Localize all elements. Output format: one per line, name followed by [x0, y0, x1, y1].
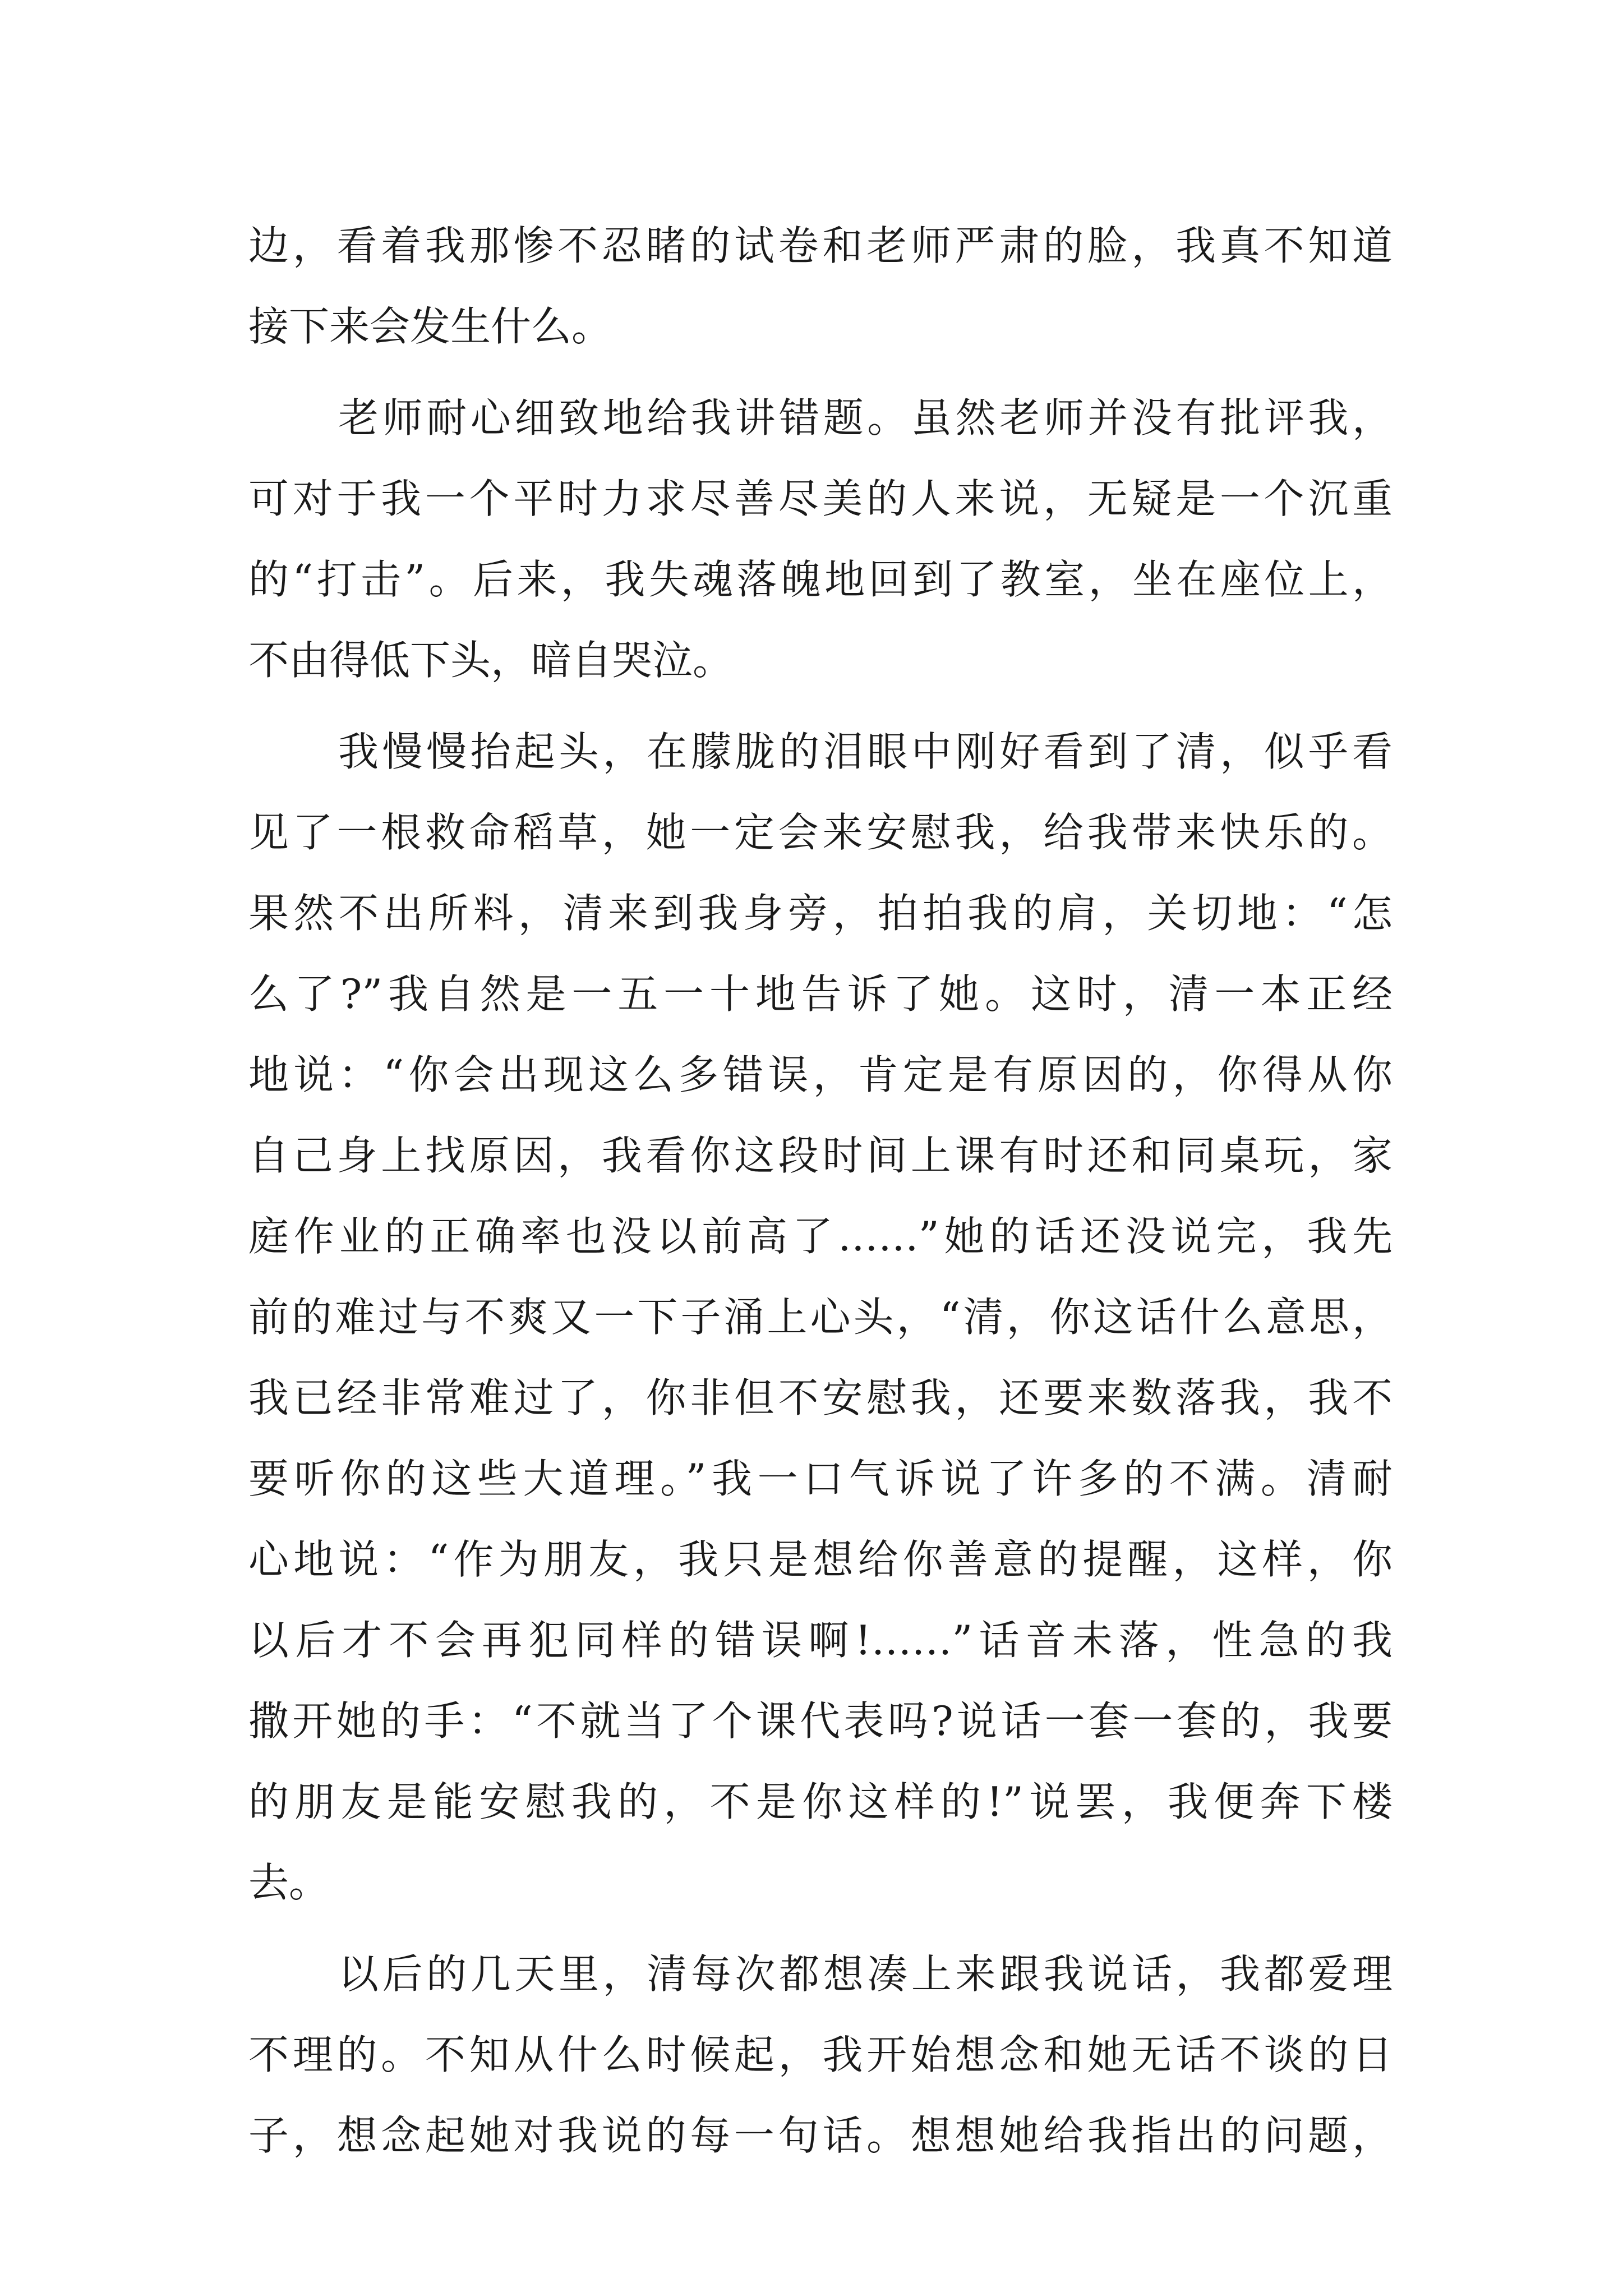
text-line: 要听你的这些大道理。”我一口气诉说了许多的不满。清耐 [248, 1455, 1393, 1502]
text-line: 边，看着我那惨不忍睹的试卷和老师严肃的脸，我真不知道 [248, 222, 1393, 269]
text-line: 么了?”我自然是一五一十地告诉了她。这时，清一本正经 [248, 970, 1393, 1018]
text-line: 见了一根救命稻草，她一定会来安慰我，给我带来快乐的。 [248, 809, 1393, 856]
text-line: 的“打击”。后来，我失魂落魄地回到了教室，坐在座位上， [248, 556, 1393, 603]
text-line: 心地说：“作为朋友，我只是想给你善意的提醒，这样，你 [248, 1536, 1393, 1583]
text-line: 不由得低下头，暗自哭泣。 [248, 637, 734, 684]
text-line: 的朋友是能安慰我的，不是你这样的!”说罢，我便奔下楼 [248, 1778, 1393, 1825]
paragraph-first-line: 我慢慢抬起头，在朦胧的泪眼中刚好看到了清，似乎看 [338, 728, 1393, 775]
text-line: 果然不出所料，清来到我身旁，拍拍我的肩，关切地：“怎 [248, 890, 1393, 937]
text-line: 地说：“你会出现这么多错误，肯定是有原因的，你得从你 [248, 1051, 1393, 1098]
text-line: 前的难过与不爽又一下子涌上心头，“清，你这话什么意思， [248, 1294, 1393, 1341]
text-line: 自己身上找原因，我看你这段时间上课有时还和同桌玩，家 [248, 1132, 1393, 1179]
text-line: 撒开她的手：“不就当了个课代表吗?说话一套一套的，我要 [248, 1697, 1393, 1745]
text-line: 以后才不会再犯同样的错误啊!……”话音未落，性急的我 [248, 1617, 1393, 1664]
text-line: 可对于我一个平时力求尽善尽美的人来说，无疑是一个沉重 [248, 475, 1393, 522]
text-line: 不理的。不知从什么时候起，我开始想念和她无话不谈的日 [248, 2031, 1393, 2078]
paragraph-first-line: 以后的几天里，清每次都想凑上来跟我说话，我都爱理 [338, 1950, 1393, 1998]
text-line: 我已经非常难过了，你非但不安慰我，还要来数落我，我不 [248, 1374, 1393, 1421]
text-line: 去。 [248, 1859, 330, 1906]
text-line: 庭作业的正确率也没以前高了……”她的话还没说完，我先 [248, 1213, 1393, 1260]
paragraph-first-line: 老师耐心细致地给我讲错题。虽然老师并没有批评我， [338, 394, 1393, 441]
text-line: 接下来会发生什么。 [248, 303, 612, 350]
text-line: 子，想念起她对我说的每一句话。想想她给我指出的问题， [248, 2112, 1393, 2159]
